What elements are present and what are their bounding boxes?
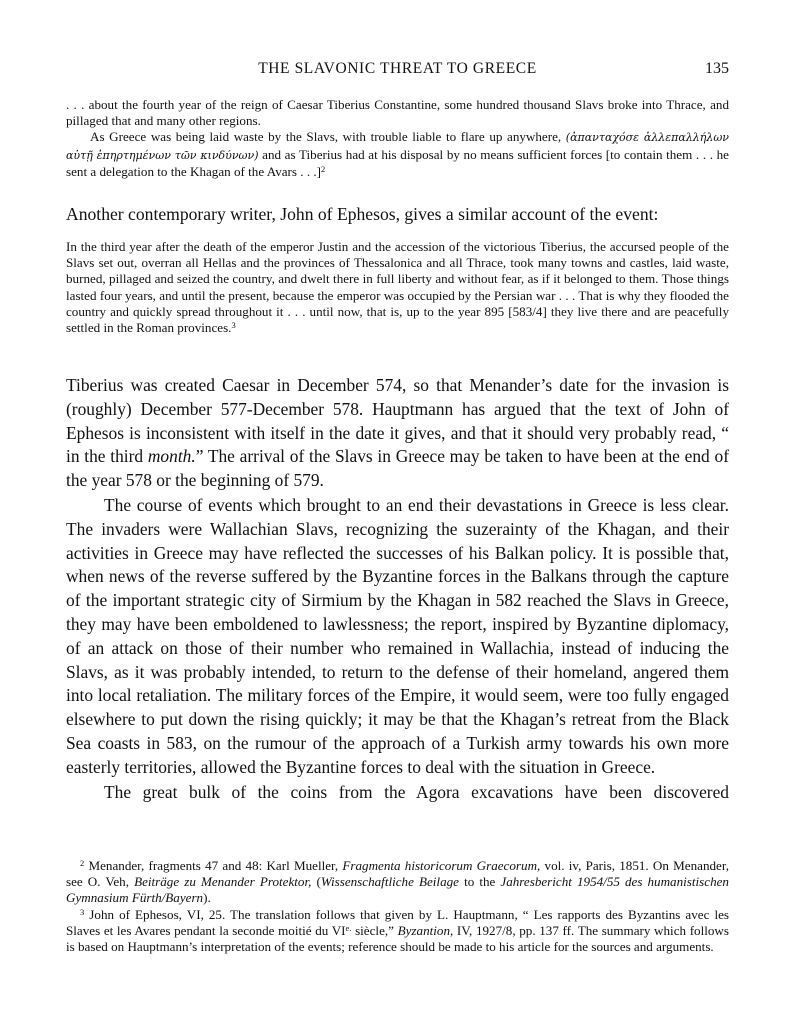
fn3-text-b: siècle,” [355, 922, 394, 938]
footnote-ref-2[interactable]: 2 [321, 163, 326, 174]
running-header [66, 60, 729, 86]
running-title: THE SLAVONIC THREAT TO GREECE [258, 60, 537, 77]
page-number: 135 [705, 60, 729, 77]
body-text [66, 374, 729, 804]
body-paragraph-1 [66, 374, 729, 493]
quote2-text: In the third year after the death of the emperor Justin and the accession of the victorious Tiberius, the accursed people of the Slavs set out, overran all Hellas and the provinces of Thessalonica and all Thrace, took many towns and castles, laid waste, burned, pillaged and seized the country, and dwelt there in full liberty and without fear, as if it belonged to them. Those things lasted four years, and until the present, because the emperor was occupied by the Persian war . . . That is why they flooded the country and quickly spread throughout it . . . until now, that is, up to the year 895 [583/4] they live there and are peacefully settled in the Roman provinces. [66, 239, 729, 336]
body-p1-text-a: Tiberius was created Caesar in December 574, so that Menander’s date for the invasion is (roughly) December 577-December 578. Hauptmann has argued that the text of John of Ephesos is inconsistent with itself in the date it gives, and that it should very probably read, “ in the third [66, 375, 729, 467]
body-p1-text-b: ” The arrival of the Slavs in Greece may be taken to have been at the end of the year 578 or the beginning of 579. [66, 446, 729, 491]
fn2-text-a: Menander, fragments 47 and 48: Karl Mueller, [88, 858, 339, 873]
fn2-title-3: Wissenschaftliche Beilage [320, 874, 459, 890]
quote1-text-a: As Greece was being laid waste by the Slavs, with trouble liable to flare up anywhere, [90, 129, 562, 145]
fn2-text-d: to the [464, 874, 496, 890]
john-of-ephesos-intro: Another contemporary writer, John of Ephesos, gives a similar account of the event: [66, 204, 659, 224]
fn2-title-2: Beiträge zu Menander Protektor, [134, 874, 312, 890]
quote1-text-b: and as Tiberius had at his disposal by no means sufficient forces [to contain them . . . he sent a delegation to the Khagan of the Avars . . .] [66, 146, 729, 179]
greek-phrase: (ἀπανταχόσε ἀλλεπαλλήλων αὐτῇ ἐπηρτημένων τῶν κινδύνων) [66, 131, 729, 162]
menander-quotation [66, 97, 729, 180]
footnote-ref-3[interactable]: 3 [231, 320, 236, 331]
quote1-paragraph-1: . . . about the fourth year of the reign of Caesar Tiberius Constantine, some hundred thousand Slavs broke into Thrace, and pillaged that and many other regions. [66, 97, 729, 129]
footnote-2 [66, 858, 729, 907]
footnote-3 [66, 907, 729, 956]
quote1-paragraph-2 [66, 129, 729, 180]
footnote-2-number: 2 [80, 858, 85, 868]
john-of-ephesos-quotation [66, 239, 729, 336]
fn2-text-b: vol. iv, Paris, 1851. On Menander, see O. Veh, [66, 858, 729, 890]
body-paragraph-2: The course of events which brought to an end their devastations in Greece is less clear. The invaders were Wallachian Slavs, recognizing the suzerainty of the Khagan, and their activities in Greece may have reflected the successes of his Balkan policy. It is possible that, when news of the reverse suffered by the Byzantine forces in the Balkans through the capture of the important strategic city of Sirmium by the Khagan in 582 reached the Slavs in Greece, they may have been emboldened to lawlessness; the report, inspired by Byzantine diplomacy, of an attack on those of their number who remained in Wallachia, instead of inducing the Slavs, as it was probably intended, to return to the defense of their homeland, angered them into local retaliation. The military forces of the Empire, it would seem, were too fully engaged elsewhere to put down the rising quickly; it may be that the Khagan’s retreat from the Black Sea coasts in 583, on the rumour of the approach of a Turkish army towards his own more easterly territories, allowed the Byzantine forces to deal with the situation in Greece. [66, 494, 729, 777]
fn2-title-1: Fragmenta historicorum Graecorum, [342, 858, 541, 873]
body-p1-emphasis: month. [147, 446, 196, 467]
footnotes [66, 858, 729, 955]
fn2-title-4: Jahresbericht 1954/55 des humanistischen Gymnasium Fürth/Bayern [66, 874, 729, 906]
body-paragraph-3: The great bulk of the coins from the Agora excavations have been discovered [104, 781, 729, 802]
fn2-text-c: ( [316, 874, 321, 890]
fn2-text-e: ). [203, 890, 211, 906]
footnote-3-number: 3 [80, 906, 85, 917]
fn3-text-c: IV, 1927/8, pp. 137 ff. The summary which follows is based on Hauptmann’s interpretation of the events; reference should be made to his article for the sources and arguments. [66, 922, 729, 955]
fn3-superscript: e. [345, 922, 352, 933]
fn3-title-1: Byzantion, [397, 922, 454, 938]
quote2-paragraph [66, 239, 729, 336]
fn3-text-a: John of Ephesos, VI, 25. The translation follows that given by L. Hauptmann, “ Les rapports des Byzantins avec les Slaves et les Avares pendant la seconde moitié du VI [66, 906, 729, 938]
